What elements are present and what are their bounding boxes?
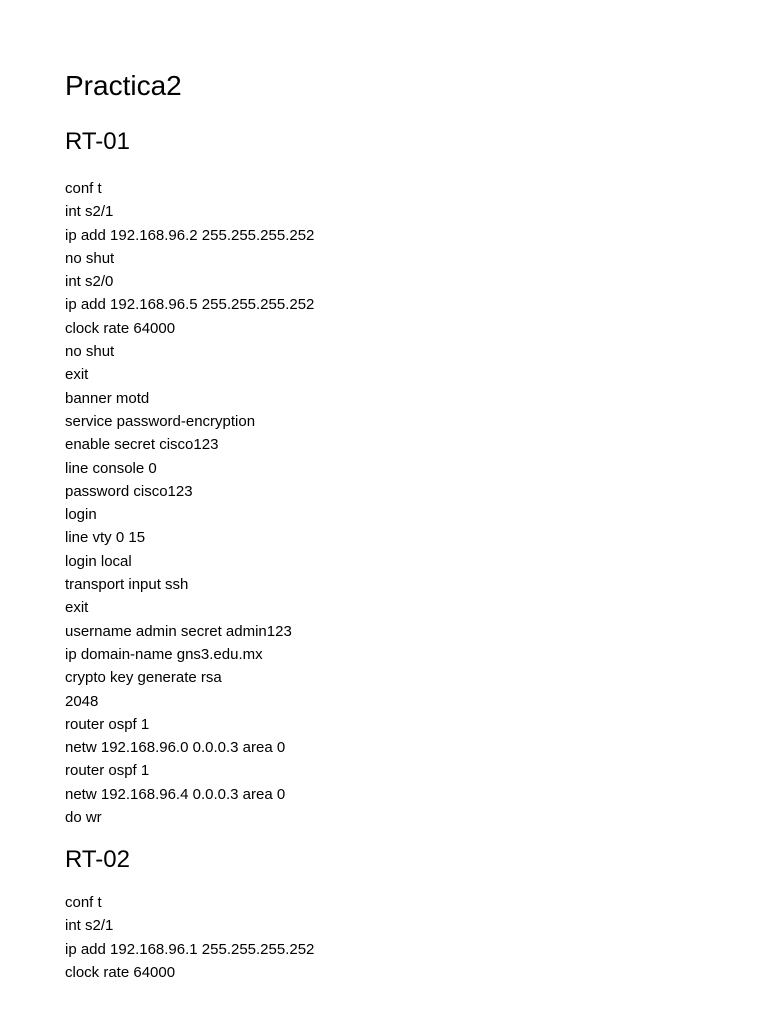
command-line: banner motd bbox=[65, 389, 150, 407]
command-line: conf t bbox=[65, 180, 102, 197]
command-line: crypto key generate rsa bbox=[65, 669, 222, 687]
command-line: exit bbox=[65, 366, 89, 384]
command-line: clock rate 64000 bbox=[65, 319, 176, 337]
command-line: ip add 192.168.96.2 255.255.255.252 bbox=[65, 226, 315, 244]
command-line: no shut bbox=[65, 249, 115, 267]
command-line: router ospf 1 bbox=[65, 715, 150, 733]
command-line: router ospf 1 bbox=[65, 762, 150, 780]
command-line: ip add 192.168.96.1 255.255.255.252 bbox=[65, 940, 315, 958]
command-line: line vty 0 15 bbox=[65, 529, 146, 547]
command-line: service password-encryption bbox=[65, 412, 256, 430]
command-line: username admin secret admin123 bbox=[65, 622, 292, 640]
section-heading: RT-01 bbox=[65, 128, 130, 155]
command-line: no shut bbox=[65, 343, 115, 361]
command-line: netw 192.168.96.4 0.0.0.3 area 0 bbox=[65, 785, 286, 803]
command-line: enable secret cisco123 bbox=[65, 436, 219, 454]
command-line: netw 192.168.96.0 0.0.0.3 area 0 bbox=[65, 739, 286, 757]
section-rt-01 bbox=[65, 128, 705, 829]
section-rt-02 bbox=[65, 846, 705, 984]
command-line: int s2/1 bbox=[65, 203, 114, 221]
command-line: do wr bbox=[65, 809, 102, 827]
section-heading: RT-02 bbox=[65, 846, 130, 873]
command-line: transport input ssh bbox=[65, 576, 189, 594]
command-line: int s2/1 bbox=[65, 917, 114, 935]
command-line: ip domain-name gns3.edu.mx bbox=[65, 645, 263, 663]
command-line: 2048 bbox=[65, 692, 99, 710]
command-line: line console 0 bbox=[65, 459, 157, 477]
command-line: exit bbox=[65, 599, 89, 617]
command-list bbox=[65, 177, 705, 829]
command-line: login bbox=[65, 506, 97, 524]
command-line: int s2/0 bbox=[65, 273, 114, 291]
command-line: conf t bbox=[65, 894, 102, 911]
command-line: ip add 192.168.96.5 255.255.255.252 bbox=[65, 296, 315, 314]
command-line: password cisco123 bbox=[65, 482, 193, 500]
command-line: login local bbox=[65, 552, 132, 570]
command-line: clock rate 64000 bbox=[65, 963, 176, 981]
document-title: Practica2 bbox=[65, 70, 182, 101]
command-list bbox=[65, 891, 705, 984]
